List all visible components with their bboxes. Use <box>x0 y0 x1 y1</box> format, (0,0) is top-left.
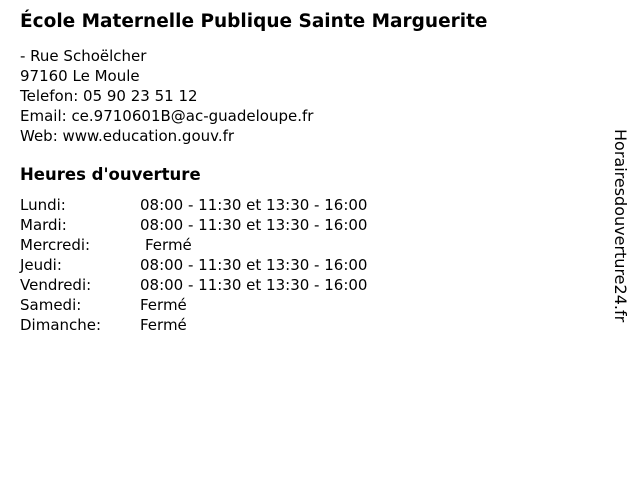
schedule-time-value: 08:00 - 11:30 et 13:30 - 16:00 <box>140 216 368 234</box>
address-city: 97160 Le Moule <box>20 67 140 85</box>
schedule-row-thursday <box>20 255 580 275</box>
branding-watermark: Horairesdouverture24.fr <box>611 129 630 323</box>
schedule-day-label: Mardi: <box>20 216 67 234</box>
schedule-row-wednesday <box>20 235 580 255</box>
schedule-day-label: Lundi: <box>20 196 66 214</box>
opening-hours-table <box>20 195 580 335</box>
schedule-time-value: 08:00 - 11:30 et 13:30 - 16:00 <box>140 196 368 214</box>
schedule-time-value: 08:00 - 11:30 et 13:30 - 16:00 <box>140 276 368 294</box>
schedule-row-sunday <box>20 315 580 335</box>
email-line: Email: ce.9710601B@ac-guadeloupe.fr <box>20 107 314 125</box>
web-line: Web: www.education.gouv.fr <box>20 127 235 145</box>
opening-hours-heading: Heures d'ouverture <box>20 165 201 184</box>
main-content <box>20 10 580 335</box>
page-title: École Maternelle Publique Sainte Marguerite <box>20 11 488 32</box>
schedule-row-friday <box>20 275 580 295</box>
schedule-row-tuesday <box>20 215 580 235</box>
schedule-row-saturday <box>20 295 580 315</box>
schedule-day-label: Samedi: <box>20 296 82 314</box>
schedule-time-value: 08:00 - 11:30 et 13:30 - 16:00 <box>140 256 368 274</box>
schedule-day-label: Mercredi: <box>20 236 91 254</box>
phone-line: Telefon: 05 90 23 51 12 <box>20 87 198 105</box>
schedule-day-label: Jeudi: <box>20 256 62 274</box>
schedule-day-label: Dimanche: <box>20 316 102 334</box>
schedule-time-value: Fermé <box>140 296 187 314</box>
contact-info <box>20 46 580 146</box>
schedule-row-monday <box>20 195 580 215</box>
address-street: - Rue Schoëlcher <box>20 47 147 65</box>
schedule-day-label: Vendredi: <box>20 276 92 294</box>
schedule-time-value: Fermé <box>145 236 192 254</box>
schedule-time-value: Fermé <box>140 316 187 334</box>
